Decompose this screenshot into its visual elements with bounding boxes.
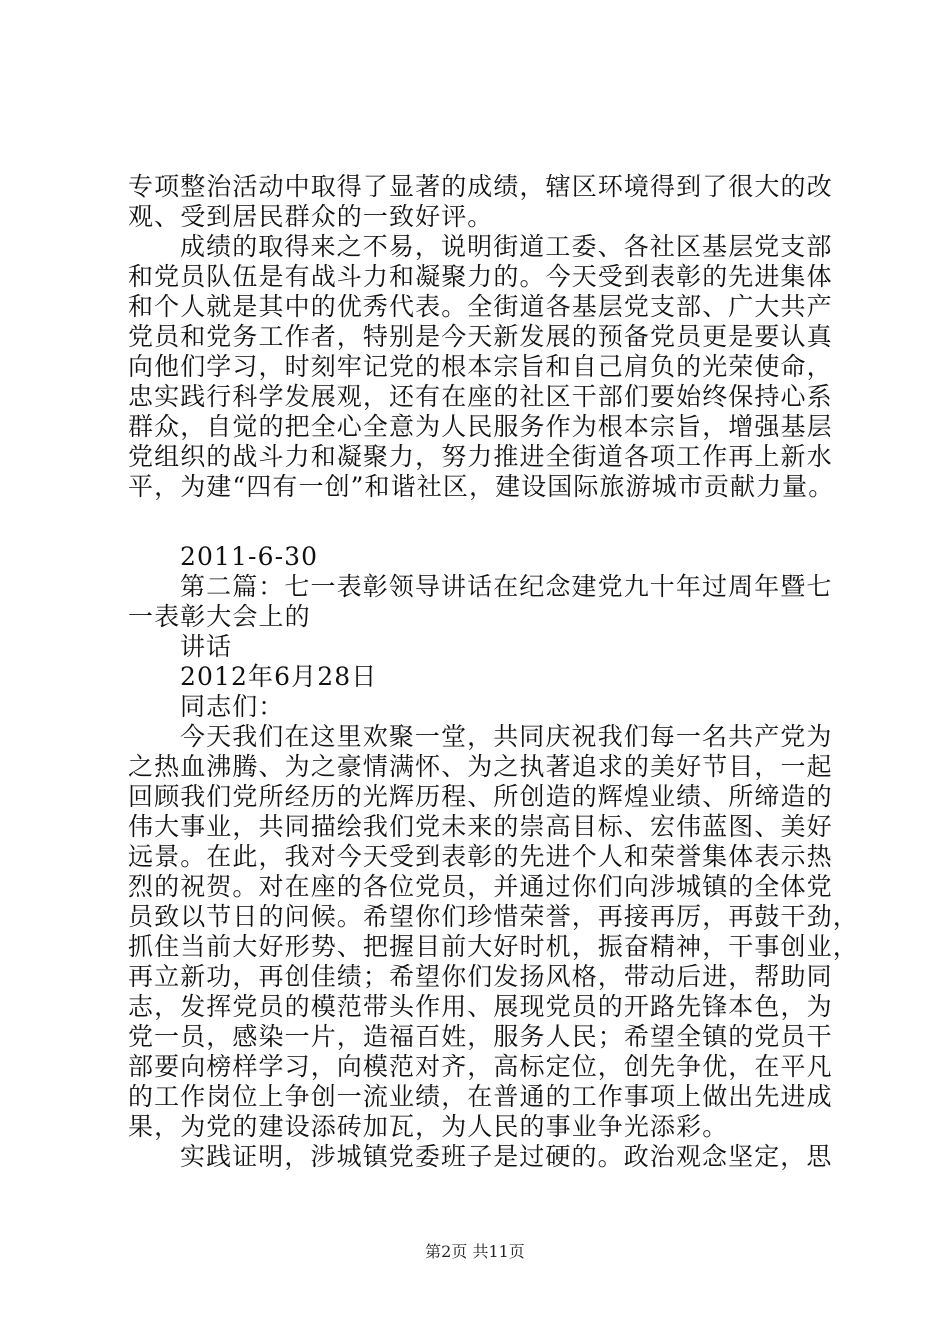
text-line: 伟大事业，共同描绘我们党未来的崇高目标、宏伟蓝图、美好 [128,812,833,841]
text-line: 向他们学习，时刻牢记党的根本宗旨和自己肩负的光荣使命， [128,352,833,381]
text-line: 同志们： [180,692,285,721]
text-line: 回顾我们党所经历的光辉历程、所创造的辉煌业绩、所缔造的 [128,782,833,811]
text-line: 员致以节日的问候。希望你们珍惜荣誉，再接再厉，再鼓干劲， [128,902,859,931]
text-line: 的工作岗位上争创一流业绩，在普通的工作事项上做出先进成 [128,1082,833,1111]
text-line: 讲话 [180,632,233,661]
text-line: 第二篇：七一表彰领导讲话在纪念建党九十年过周年暨七 [180,572,833,601]
text-line: 再立新功，再创佳绩；希望你们发扬风格，带动后进，帮助同 [128,962,833,991]
text-line: 烈的祝贺。对在座的各位党员，并通过你们向涉城镇的全体党 [128,872,833,901]
text-line: 忠实践行科学发展观，还有在座的社区干部们要始终保持心系 [128,382,833,411]
text-line: 观、受到居民群众的一致好评。 [128,202,494,231]
text-line: 果，为党的建设添砖加瓦，为人民的事业争光添彩。 [128,1112,729,1141]
text-line: 党组织的战斗力和凝聚力，努力推进全街道各项工作再上新水 [128,442,833,471]
text-line: 2011-6-30 [180,542,319,571]
text-line: 抓住当前大好形势、把握目前大好时机，振奋精神，干事创业， [128,932,859,961]
page-footer: 第2页 共11页 [425,1242,525,1261]
paragraph-gap [128,502,838,542]
text-line: 党员和党务工作者，特别是今天新发展的预备党员更是要认真 [128,322,833,351]
text-line: 平，为建“四有一创”和谐社区，建设国际旅游城市贡献力量。 [128,472,835,501]
text-line: 今天我们在这里欢聚一堂，共同庆祝我们每一名共产党为 [180,722,833,751]
text-line: 和个人就是其中的优秀代表。全街道各基层党支部、广大共产 [128,292,833,321]
text-line: 之热血沸腾、为之豪情满怀、为之执著追求的美好节目，一起 [128,752,833,781]
document-body [128,172,859,1172]
text-line: 一表彰大会上的 [128,602,311,631]
text-line: 实践证明，涉城镇党委班子是过硬的。政治观念坚定，思 [180,1142,833,1171]
text-line: 群众，自觉的把全心全意为人民服务作为根本宗旨，增强基层 [128,412,833,441]
text-line: 和党员队伍是有战斗力和凝聚力的。今天受到表彰的先进集体 [128,262,833,291]
text-line: 志，发挥党员的模范带头作用、展现党员的开路先锋本色，为 [128,992,833,1021]
text-line: 专项整治活动中取得了显著的成绩，辖区环境得到了很大的改 [128,172,833,201]
text-line: 2012年6月28日 [180,662,378,691]
text-line: 远景。在此，我对今天受到表彰的先进个人和荣誉集体表示热 [128,842,833,871]
text-line: 党一员，感染一片，造福百姓，服务人民；希望全镇的党员干 [128,1022,833,1051]
text-line: 部要向榜样学习，向模范对齐，高标定位，创先争优，在平凡 [128,1052,833,1081]
text-line: 成绩的取得来之不易，说明街道工委、各社区基层党支部 [180,232,833,261]
